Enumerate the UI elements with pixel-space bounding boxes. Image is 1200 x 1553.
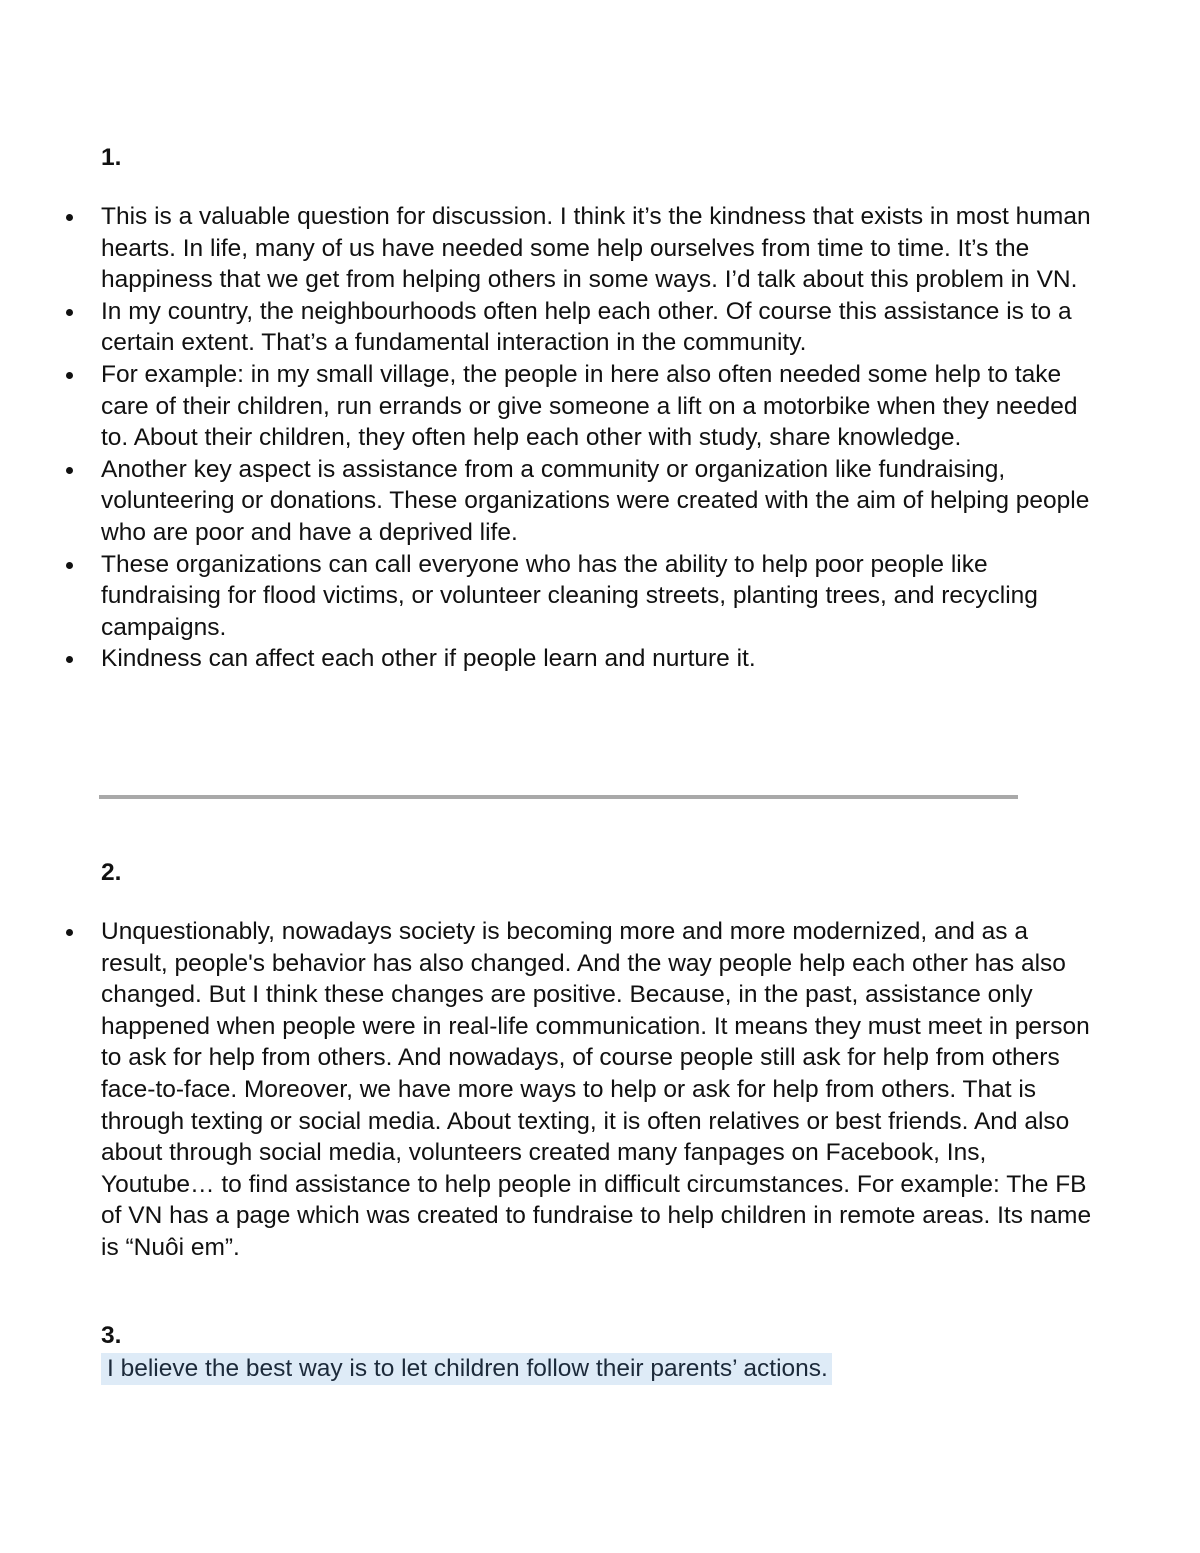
section-2-bullet-list [101, 916, 1101, 1264]
horizontal-divider [99, 795, 1018, 799]
section-2-number: 2. [101, 859, 122, 886]
section-3-highlighted-answer: I believe the best way is to let children follow their parents’ actions. [101, 1353, 832, 1385]
section-2-bullet: Unquestionably, nowadays society is becoming more and more modernized, and as a result, people's behavior has also changed. And the way people help each other has also changed. But I think these changes are positive. Because, in the past, assistance only happened when people were in real-life communication. It means they must meet in person to ask for help from others. And nowadays, of course people still ask for help from others face-to-face. Moreover, we have more ways to help or ask for help from others. That is through texting or social media. About texting, it is often relatives or best friends. And also about through social media, volunteers created many fanpages on Facebook, Ins, Youtube… to find assistance to help people in difficult circumstances. For example: The FB of VN has a page which was created to fundraise to help children in remote areas. Its name is “Nuôi em”. [101, 916, 1101, 1264]
section-1-bullet: For example: in my small village, the people in here also often needed some help to take care of their children, run errands or give someone a lift on a motorbike when they needed to. About their children, they often help each other with study, share knowledge. [101, 359, 1101, 454]
section-1-bullet: This is a valuable question for discussion. I think it’s the kindness that exists in most human hearts. In life, many of us have needed some help ourselves from time to time. It’s the happiness that we get from helping others in some ways. I’d talk about this problem in VN. [101, 201, 1101, 296]
section-1-bullet: These organizations can call everyone who has the ability to help poor people like fundraising for flood victims, or volunteer cleaning streets, planting trees, and recycling campaigns. [101, 549, 1101, 644]
section-1-bullet: In my country, the neighbourhoods often help each other. Of course this assistance is to a certain extent. That’s a fundamental interaction in the community. [101, 296, 1101, 359]
section-1-bullet-list [101, 201, 1101, 675]
section-1-bullet: Kindness can affect each other if people learn and nurture it. [101, 643, 1101, 675]
section-1-bullet: Another key aspect is assistance from a community or organization like fundraising, volunteering or donations. These organizations were created with the aim of helping people who are poor and have a deprived life. [101, 454, 1101, 549]
section-1-number: 1. [101, 144, 122, 171]
section-3-number: 3. [101, 1322, 122, 1349]
